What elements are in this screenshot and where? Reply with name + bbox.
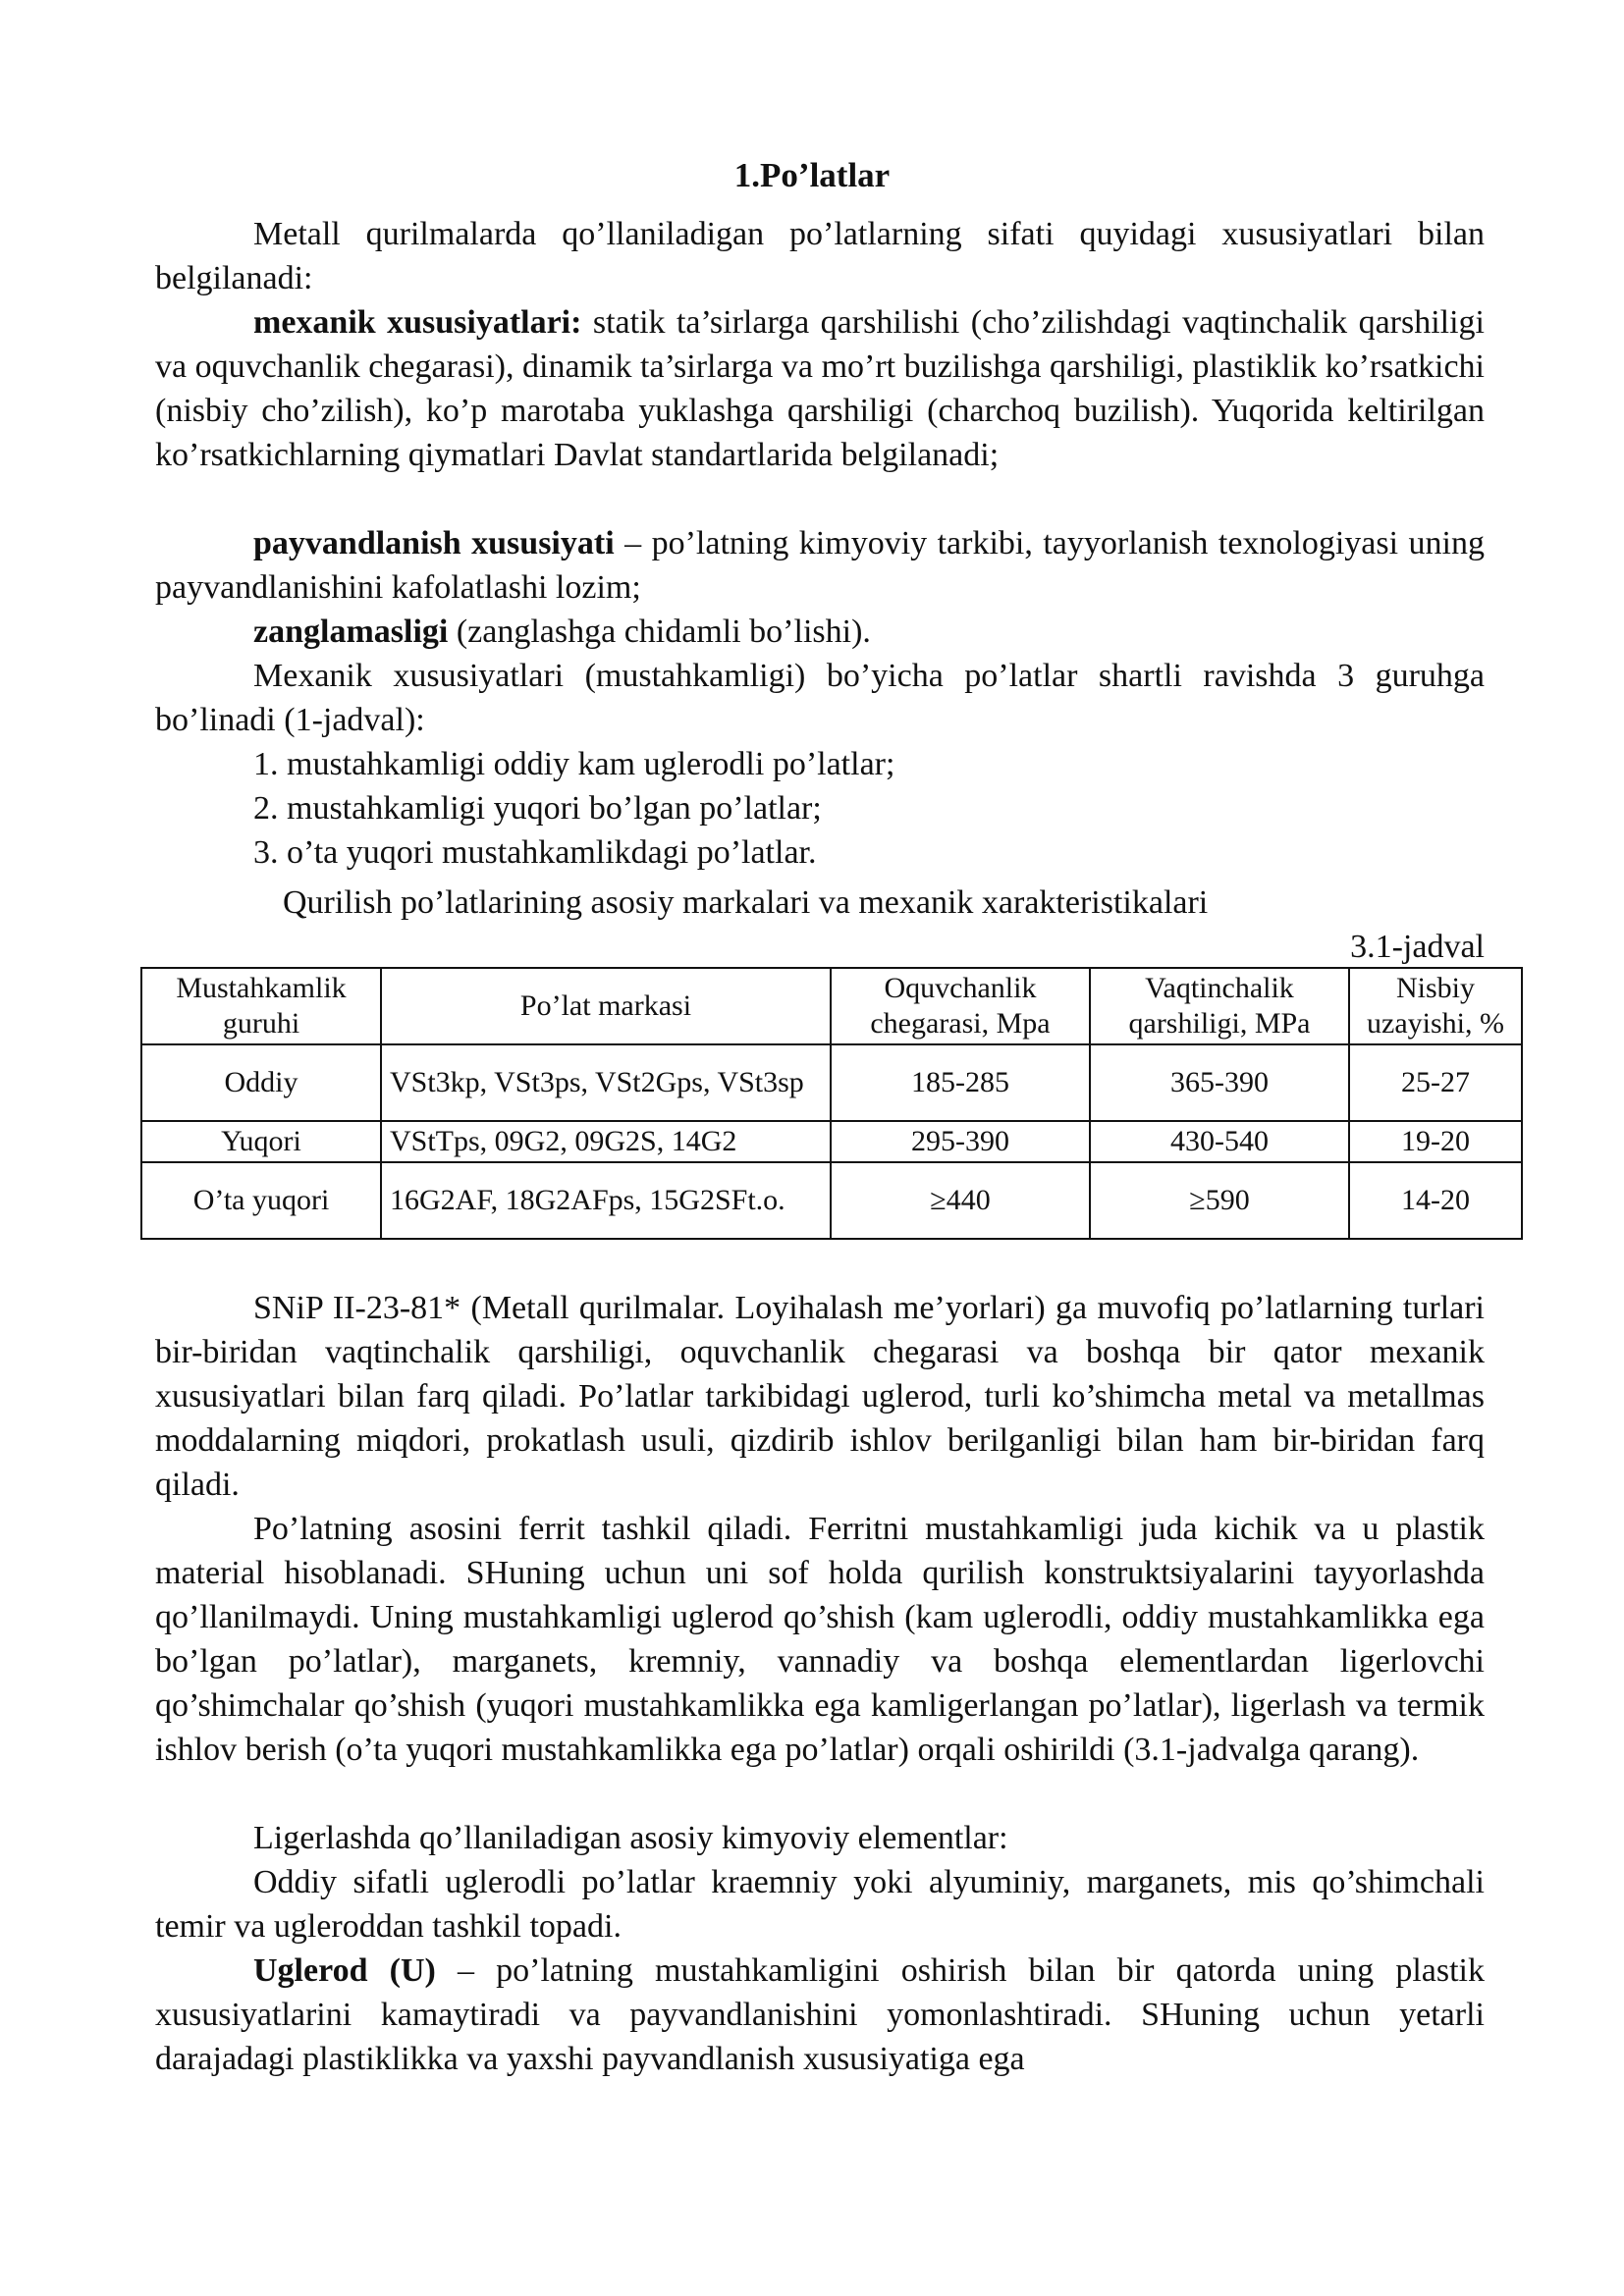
ordinary-steel-paragraph: Oddiy sifatli uglerodli po’latlar kraemniy yoki alyuminiy, marganets, mis qo’shimchali temir va ugleroddan tashkil topadi.: [155, 1864, 1485, 1945]
carbon-paragraph: [155, 1949, 1485, 2081]
cell-yield: 185-285: [831, 1044, 1090, 1121]
weldability-paragraph: [155, 521, 1485, 610]
weldability-term: payvandlanish xususiyati: [253, 525, 615, 561]
cell-tensile: ≥590: [1090, 1162, 1349, 1239]
cell-elongation: 25-27: [1349, 1044, 1522, 1121]
weldability-text: – po’latning kimyoviy tarkibi, tayyorlanish texnologiyasi uning payvandlanishini kafolatlashi lozim;: [155, 525, 1485, 606]
steel-grades-table: [140, 967, 1523, 1240]
mechanical-paragraph: [155, 300, 1485, 477]
header-steel-grade: Po’lat markasi: [381, 968, 831, 1044]
intro-paragraph: Metall qurilmalarda qo’llaniladigan po’latlarning sifati quyidagi xususiyatlari bilan belgilanadi:: [155, 216, 1485, 296]
cell-tensile: 365-390: [1090, 1044, 1349, 1121]
cell-yield: 295-390: [831, 1121, 1090, 1162]
corrosion-paragraph: [155, 610, 1485, 654]
cell-group: O’ta yuqori: [141, 1162, 381, 1239]
cell-tensile: 430-540: [1090, 1121, 1349, 1162]
cell-group: Yuqori: [141, 1121, 381, 1162]
corrosion-term: zanglamasligi: [253, 614, 449, 650]
mechanical-text: statik ta’sirlarga qarshilishi (cho’zilishdagi vaqtinchalik qarshiligi va oquvchanlik chegarasi), dinamik ta’sirlarga va mo’rt buzilishga qarshiligi, plastiklik ko’rsatkichi (nisbiy cho’zilish), ko’p marotaba yuklashga qarshiligi (charchoq buzilish). Yuqorida keltirilgan ko’rsatkichlarning qiymatlari Davlat standartlarida belgilanadi;: [155, 304, 1485, 473]
ferrite-paragraph: Po’latning asosini ferrit tashkil qiladi. Ferritni mustahkamligi juda kichik va u plastik material hisoblanadi. SHuning uchun uni sof holda qurilish konstruktsiyalarini tayyorlashda qo’llanilmaydi. Uning mustahkamligi uglerod qo’shish (kam uglerodli, oddiy mustahkamlikka ega bo’lgan po’latlar), marganets, kremniy, vannadiy va boshqa elementlardan ligerlovchi qo’shimchalar qo’shish (yuqori mustahkamlikka ega kamligerlangan po’latlar), ligerlash va termik ishlov berish (o’ta yuqori mustahkamlikka ega po’latlar) orqali oshirildi (3.1-jadvalga qarang).: [155, 1511, 1485, 1768]
table-row: [141, 1121, 1522, 1162]
section-title: 1.Po’latlar: [733, 156, 891, 194]
cell-group: Oddiy: [141, 1044, 381, 1121]
cell-grade: VStTps, 09G2, 09G2S, 14G2: [381, 1121, 831, 1162]
carbon-text: – po’latning mustahkamligini oshirish bilan bir qatorda uning plastik xususiyatlarini kamaytiradi va payvandlanishini yomonlashtiradi. SHuning uchun yetarli darajadagi plastiklikka va yaxshi payvandlanish xususiyatiga ega: [155, 1952, 1485, 2077]
header-yield-strength: Oquvchanlik chegarasi, Mpa: [831, 968, 1090, 1044]
table-header-row: [141, 968, 1522, 1044]
table-number: 3.1-jadval: [1350, 929, 1485, 965]
cell-grade: VSt3kp, VSt3ps, VSt2Gps, VSt3sp: [381, 1044, 831, 1121]
cell-grade: 16G2AF, 18G2AFps, 15G2SFt.o.: [381, 1162, 831, 1239]
snip-paragraph: SNiP II-23-81* (Metall qurilmalar. Loyihalash me’yorlari) ga muvofiq po’latlarning turlari bir-biridan vaqtinchalik qarshiligi, oquvchanlik chegarasi va boshqa bir qator mexanik xususiyatlari bilan farq qiladi. Po’latlar tarkibidagi uglerod, turli ko’shimcha metal va metallmas moddalarning miqdori, prokatlash usuli, qizdirib ishlov berilganligi bilan ham bir-biridan farq qiladi.: [155, 1290, 1485, 1503]
table-row: [141, 1044, 1522, 1121]
corrosion-text: (zanglashga chidamli bo’lishi).: [448, 614, 871, 650]
groups-intro-paragraph: Mexanik xususiyatlari (mustahkamligi) bo’yicha po’latlar shartli ravishda 3 guruhga bo’linadi (1-jadval):: [155, 658, 1485, 738]
group-item-3: 3. o’ta yuqori mustahkamlikdagi po’latlar.: [253, 834, 817, 871]
cell-yield: ≥440: [831, 1162, 1090, 1239]
table-row: [141, 1162, 1522, 1239]
cell-elongation: 19-20: [1349, 1121, 1522, 1162]
group-item-1: 1. mustahkamligi oddiy kam uglerodli po’latlar;: [253, 746, 895, 782]
header-tensile-strength: Vaqtinchalik qarshiligi, MPa: [1090, 968, 1349, 1044]
alloy-elements-line: Ligerlashda qo’llaniladigan asosiy kimyoviy elementlar:: [253, 1820, 1008, 1856]
header-strength-group: Mustahkamlik guruhi: [141, 968, 381, 1044]
group-item-2: 2. mustahkamligi yuqori bo’lgan po’latlar;: [253, 790, 822, 827]
carbon-term: Uglerod (U): [253, 1952, 436, 1989]
mechanical-term: mexanik xususiyatlari:: [253, 304, 582, 341]
cell-elongation: 14-20: [1349, 1162, 1522, 1239]
header-elongation: Nisbiy uzayishi, %: [1349, 968, 1522, 1044]
table-caption: Qurilish po’latlarining asosiy markalari va mexanik xarakteristikalari: [283, 884, 1209, 921]
